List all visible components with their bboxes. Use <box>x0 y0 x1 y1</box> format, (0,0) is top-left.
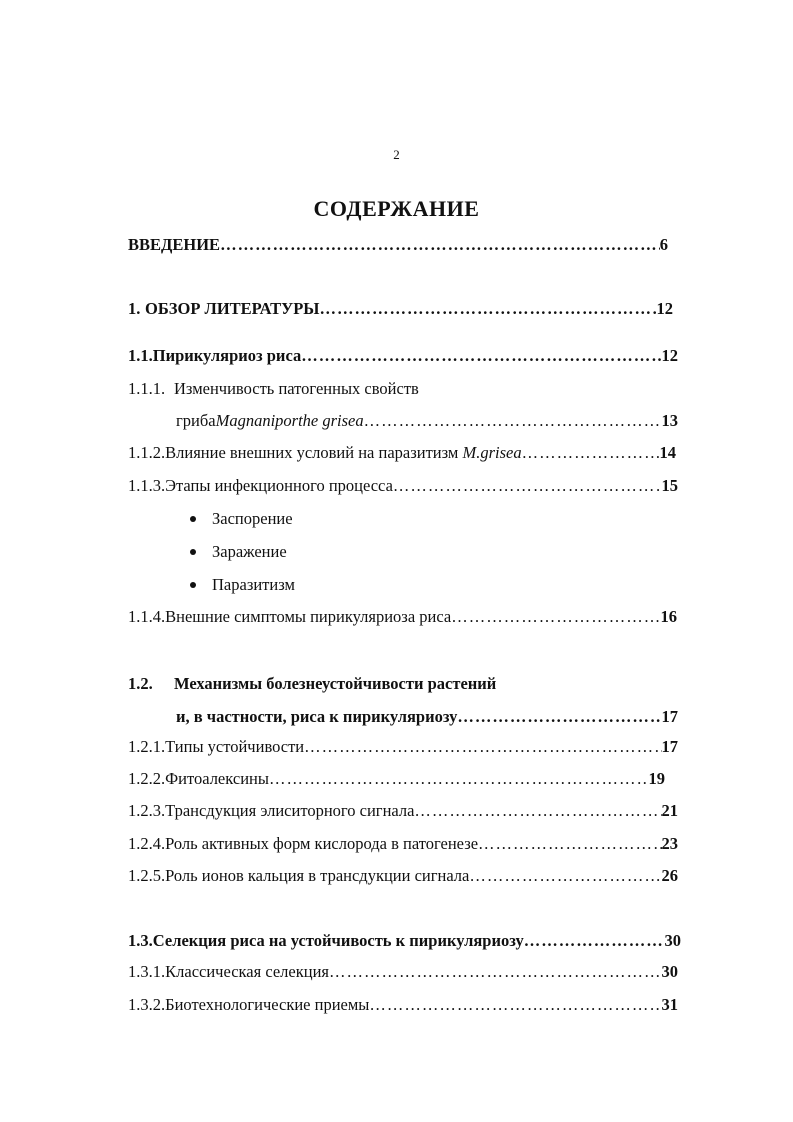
toc-entry-1-2-2[interactable] <box>128 767 665 791</box>
toc-entry-text: Роль активных форм кислорода в патогенезе <box>165 834 479 853</box>
toc-entry-1-2-1[interactable] <box>128 735 678 759</box>
toc-entry-page: 31 <box>661 995 678 1014</box>
bullet-text: Заспорение <box>212 509 293 528</box>
bullet-item[interactable] <box>190 540 287 564</box>
toc-entry-text: и, в частности, риса к пирикуляриозу <box>176 707 458 726</box>
toc-entry-italic: M.grisea <box>462 443 522 462</box>
dot-leader <box>451 605 660 629</box>
toc-entry-number: 1.3.2. <box>128 995 166 1014</box>
dot-leader <box>301 344 661 368</box>
toc-entry-text: Биотехнологические приемы <box>165 995 370 1014</box>
toc-entry-text: ВВЕДЕНИЕ <box>128 235 221 254</box>
toc-entry-italic: Magnaniporthe grisea <box>215 411 364 430</box>
toc-entry-page: 12 <box>656 299 673 318</box>
toc-entry-number: 1.2.5. <box>128 866 166 885</box>
dot-leader <box>478 832 661 856</box>
toc-entry-text: Пирикуляриоз риса <box>152 346 302 365</box>
toc-entry-text: Фитоалексины <box>165 769 269 788</box>
toc-entry-number: 1.1.4. <box>128 607 166 626</box>
toc-entry-number: 1.2.2. <box>128 769 166 788</box>
toc-entry-number: 1.1. <box>128 346 153 365</box>
toc-entry-number: 1.1.2. <box>128 443 166 462</box>
toc-entry-number: 1.1.3. <box>128 476 166 495</box>
toc-entry-1-1-1-line2[interactable] <box>176 409 678 433</box>
dot-leader <box>522 441 660 465</box>
toc-entry-1-2-line1[interactable] <box>128 672 678 696</box>
dot-leader <box>220 233 660 257</box>
toc-entry-number: 1. <box>128 299 141 318</box>
toc-entry-number: 1.2.3. <box>128 801 166 820</box>
toc-entry-page: 30 <box>664 931 681 950</box>
toc-entry-page: 21 <box>661 801 678 820</box>
toc-entry-text: Этапы инфекционного процесса <box>165 476 393 495</box>
toc-entry-1-2-3[interactable] <box>128 799 678 823</box>
toc-entry-1-1[interactable] <box>128 344 678 368</box>
bullet-text: Заражение <box>212 542 287 561</box>
toc-entry-text: Селекция риса на устойчивость к пирикуляриозу <box>152 931 524 950</box>
toc-entry-page: 6 <box>659 235 668 254</box>
toc-entry-intro[interactable] <box>128 233 668 257</box>
toc-entry-1-1-4[interactable] <box>128 605 677 629</box>
toc-entry-1-3-1[interactable] <box>128 960 678 984</box>
bullet-item[interactable] <box>190 507 293 531</box>
toc-entry-page: 15 <box>661 476 678 495</box>
bullet-item[interactable] <box>190 573 295 597</box>
toc-entry-page: 12 <box>661 346 678 365</box>
dot-leader <box>469 864 661 888</box>
toc-entry-number: 1.2. <box>128 674 153 693</box>
toc-entry-text: Изменчивость патогенных свойств <box>174 379 419 398</box>
toc-entry-page: 14 <box>659 443 676 462</box>
toc-entry-page: 17 <box>661 737 678 756</box>
page-number: 2 <box>393 147 400 162</box>
toc-entry-text: Роль ионов кальция в трансдукции сигнала <box>165 866 470 885</box>
toc-entry-text: Внешние симптомы пирикуляриоза риса <box>165 607 452 626</box>
bullet-icon <box>190 549 196 555</box>
dot-leader <box>329 960 662 984</box>
toc-entry-text: Трансдукция элиситорного сигнала <box>165 801 415 820</box>
dot-leader <box>524 929 665 953</box>
toc-entry-1-3-2[interactable] <box>128 993 678 1017</box>
toc-entry-number: 1.3.1. <box>128 962 166 981</box>
toc-entry-1-2-5[interactable] <box>128 864 678 888</box>
toc-entry-1-2-4[interactable] <box>128 832 678 856</box>
dot-leader <box>457 705 661 729</box>
dot-leader <box>320 297 657 321</box>
toc-entry-number: 1.3. <box>128 931 153 950</box>
toc-entry-chapter-1[interactable] <box>128 297 673 321</box>
toc-entry-page: 17 <box>661 707 678 726</box>
dot-leader <box>393 474 662 498</box>
page-title: СОДЕРЖАНИЕ <box>313 196 480 221</box>
dot-leader <box>269 767 649 791</box>
toc-entry-1-1-3[interactable] <box>128 474 678 498</box>
dot-leader <box>364 409 662 433</box>
bullet-text: Паразитизм <box>212 575 295 594</box>
toc-entry-1-1-2[interactable] <box>128 441 676 465</box>
toc-entry-page: 30 <box>661 962 678 981</box>
toc-entry-text: Классическая селекция <box>165 962 329 981</box>
toc-entry-text: ОБЗОР ЛИТЕРАТУРЫ <box>145 299 320 318</box>
toc-entry-page: 26 <box>661 866 678 885</box>
toc-entry-page: 16 <box>660 607 677 626</box>
toc-entry-1-3[interactable] <box>128 929 681 953</box>
toc-entry-number: 1.1.1. <box>128 379 166 398</box>
toc-entry-text: Типы устойчивости <box>165 737 305 756</box>
toc-entry-number: 1.2.4. <box>128 834 166 853</box>
bullet-icon <box>190 582 196 588</box>
toc-entry-text: гриба <box>176 411 216 430</box>
toc-entry-page: 13 <box>661 411 678 430</box>
toc-entry-1-2-line2[interactable] <box>176 705 678 729</box>
toc-entry-1-1-1-line1[interactable] <box>128 377 678 401</box>
dot-leader <box>304 735 661 759</box>
dot-leader <box>369 993 661 1017</box>
bullet-icon <box>190 516 196 522</box>
toc-entry-page: 23 <box>661 834 678 853</box>
toc-entry-page: 19 <box>648 769 665 788</box>
dot-leader <box>414 799 661 823</box>
toc-entry-text: Влияние внешних условий на паразитизм <box>165 443 463 462</box>
toc-entry-number: 1.2.1. <box>128 737 166 756</box>
toc-entry-text: Механизмы болезнеустойчивости растений <box>174 674 497 693</box>
